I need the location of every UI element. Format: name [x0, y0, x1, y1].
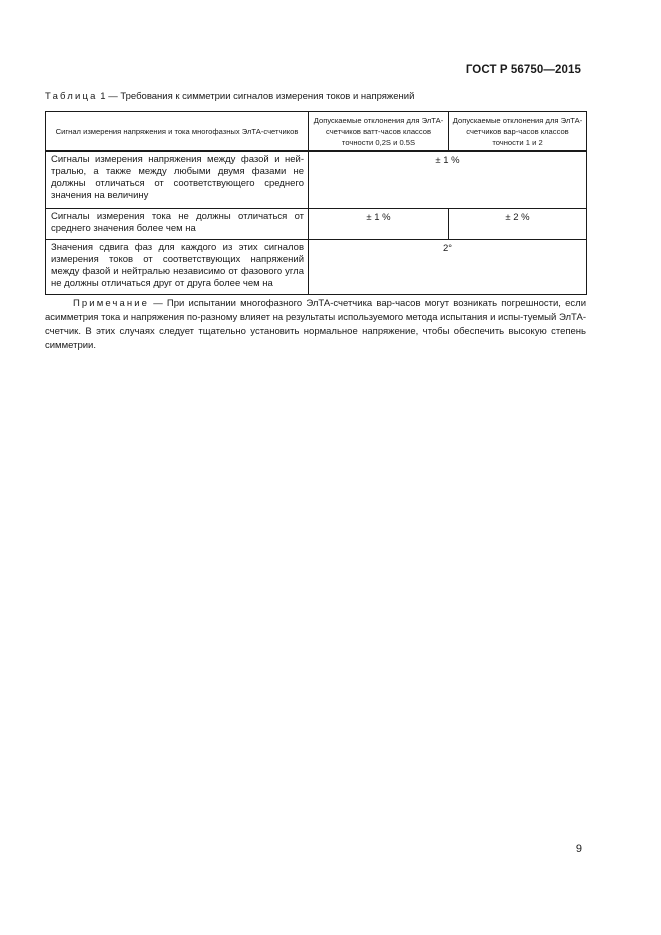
row-description: Сигналы измерения тока не должны отличаться от среднего значения более чем на — [46, 209, 309, 240]
row-value-var-hour: ± 2 % — [449, 209, 587, 240]
row-description: Значения сдвига фаз для каждого из этих сигналов измерения токов от соответствующих напряжений между фазой и нейтралью независимо от фазового угла не должны отличаться друг от друга более чем на — [46, 240, 309, 295]
table-caption-text: — Требования к симметрии сигналов измерения токов и напряжений — [105, 91, 415, 102]
page-number: 9 — [575, 843, 582, 855]
note-text: — При испытании многофазного ЭлТА-счетчика вар-часов могут возникать погрешности, если асимметрия тока и напряжения по-разному влияет на результаты используемого метода испытания и испы-туемый ЭлТА-счетчик. В этих случаях следует тщательно установить нормальное напряжение, чтобы обеспечить высокую степень симметрии. — [45, 298, 586, 351]
column-header-var-hour: Допускаемые отклонения для ЭлТА-счетчиков вар-часов классов точности 1 и 2 — [449, 112, 587, 152]
row-value-watt-hour: ± 1 % — [309, 209, 449, 240]
table-header-row — [46, 112, 587, 152]
document-code: ГОСТ Р 56750—2015 — [465, 64, 581, 76]
column-header-signal: Сигнал измерения напряжения и тока многофазных ЭлТА-счетчиков — [46, 112, 309, 152]
table-row — [46, 151, 587, 209]
row-value: ± 1 % — [309, 151, 587, 209]
table-caption-label: Таблица — [45, 91, 98, 102]
table-caption — [45, 91, 414, 102]
table-row — [46, 209, 587, 240]
note-label: Примечание — [73, 298, 149, 309]
table-caption-number: 1 — [100, 91, 106, 102]
row-value: 2° — [309, 240, 587, 295]
requirements-table — [45, 111, 587, 295]
table-row — [46, 240, 587, 295]
row-description: Сигналы измерения напряжения между фазой и ней-тралью, а также между любыми двумя фазами не должны отличаться от соответствующего среднего значения на величину — [46, 151, 309, 209]
table-note — [45, 297, 586, 353]
column-header-watt-hour: Допускаемые отклонения для ЭлТА-счетчиков ватт-часов классов точности 0,2S и 0.5S — [309, 112, 449, 152]
